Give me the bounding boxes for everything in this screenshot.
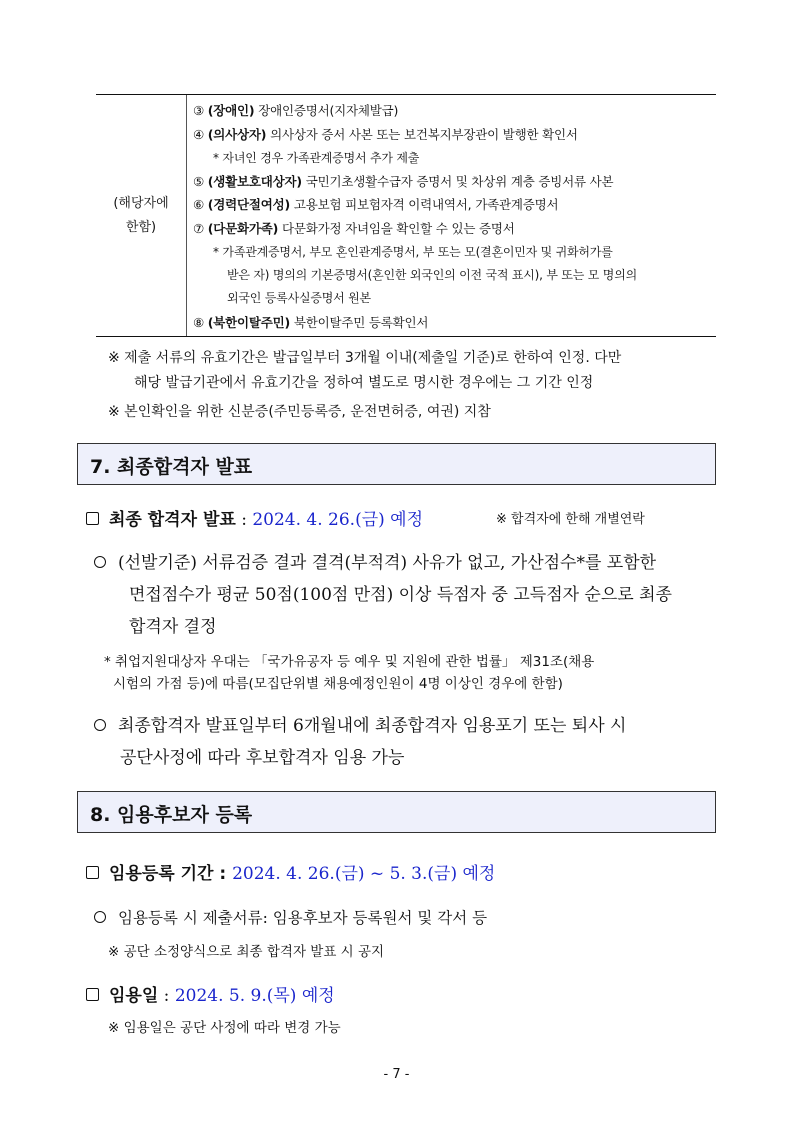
footnote-line: * 취업지원대상자 우대는 「국가유공자 등 예우 및 지원에 관한 법률」 제31조(채용 [104,654,595,670]
circle-bullet-icon [94,719,106,731]
footnote-line: 시험의 가점 등)에 따름(모집단위별 채용예정인원이 4명 이상인 경우에 한함) [113,676,563,692]
section-8-title: 8. 임용후보자 등록 [90,804,253,826]
section-7-header [77,443,716,485]
table-row: ④ (의사상자) 의사상자 증서 사본 또는 보건복지부장관이 발행한 확인서 [193,127,578,142]
checkbox-square-icon [86,512,99,525]
announcement-note: ※ 합격자에 한해 개별연락 [496,512,645,527]
circle-bullet-icon [94,911,106,923]
document-table [96,94,716,337]
table-row: * 자녀인 경우 가족관계증명서 추가 제출 [213,151,420,165]
registration-documents-bullet: 임용등록 시 제출서류: 임용후보자 등록원서 및 각서 등 [94,906,487,928]
selection-criteria-bullet: (선발기준) 서류검증 결과 결격(부적격) 사유가 없고, 가산점수*를 포함한 [94,548,656,573]
appointment-date: 2024. 5. 9.(목) 예정 [174,986,335,1006]
table-row: ⑧ (북한이탈주민) 북한이탈주민 등록확인서 [193,315,429,330]
reserve-candidate-cont: 공단사정에 따라 후보합격자 임용 가능 [120,748,405,768]
section-7-title: 7. 최종합격자 발표 [90,456,253,478]
circle-bullet-icon [94,556,106,568]
checkbox-square-icon [86,866,99,879]
registration-note: ※ 공단 소정양식으로 최종 합격자 발표 시 공지 [108,944,385,960]
registration-date: 2024. 4. 26.(금) ~ 5. 3.(금) 예정 [232,864,496,884]
left-label-line: 한함) [125,220,157,235]
final-announcement-heading: 최종 합격자 발표 : 2024. 4. 26.(금) 예정 [86,505,423,530]
table-row: 외국인 등록사실증명서 원본 [227,291,371,305]
table-row: ⑥ (경력단절여성) 고용보험 피보험자격 이력내역서, 가족관계증명서 [193,197,559,212]
appointment-note: ※ 임용일은 공단 사정에 따라 변경 가능 [108,1020,341,1036]
checkbox-square-icon [86,988,99,1001]
note-validity: ※ 제출 서류의 유효기간은 발급일부터 3개월 이내(제출일 기준)로 한하여 인정. 다만 [108,350,622,366]
announcement-date: 2024. 4. 26.(금) 예정 [252,510,424,530]
note-validity-cont: 해당 발급기관에서 유효기간을 정하여 별도로 명시한 경우에는 그 기간 인정 [134,375,594,391]
left-label-line: (해당자에 [113,196,169,211]
table-left-cell [96,95,187,336]
table-row: ③ (장애인) 장애인증명서(지자체발급) [193,103,399,118]
table-row: 받은 자) 명의의 기본증명서(혼인한 외국인의 이전 국적 표시), 부 또는 모 명의의 [227,268,637,282]
registration-period-heading: 임용등록 기간 : 2024. 4. 26.(금) ~ 5. 3.(금) 예정 [86,859,495,884]
page-number: - 7 - [383,1067,410,1082]
note-id: ※ 본인확인을 위한 신분증(주민등록증, 운전면허증, 여권) 지참 [108,404,491,420]
table-row: ⑦ (다문화가족) 다문화가정 자녀임을 확인할 수 있는 증명서 [193,221,515,236]
table-row: * 가족관계증명서, 부모 혼인관계증명서, 부 또는 모(결혼이민자 및 귀화허가를 [213,245,613,259]
table-row: ⑤ (생활보호대상자) 국민기초생활수급자 증명서 및 차상위 계층 증빙서류 사본 [193,174,614,189]
table-left-label [96,192,186,240]
section-8-header [77,791,716,833]
selection-criteria-cont: 면접점수가 평균 50점(100점 만점) 이상 득점자 중 고득점자 순으로 최종 [129,585,672,605]
selection-criteria-cont: 합격자 결정 [129,617,217,637]
reserve-candidate-bullet: 최종합격자 발표일부터 6개월내에 최종합격자 임용포기 또는 퇴사 시 [94,711,626,736]
appointment-date-heading: 임용일 : 2024. 5. 9.(목) 예정 [86,981,335,1006]
